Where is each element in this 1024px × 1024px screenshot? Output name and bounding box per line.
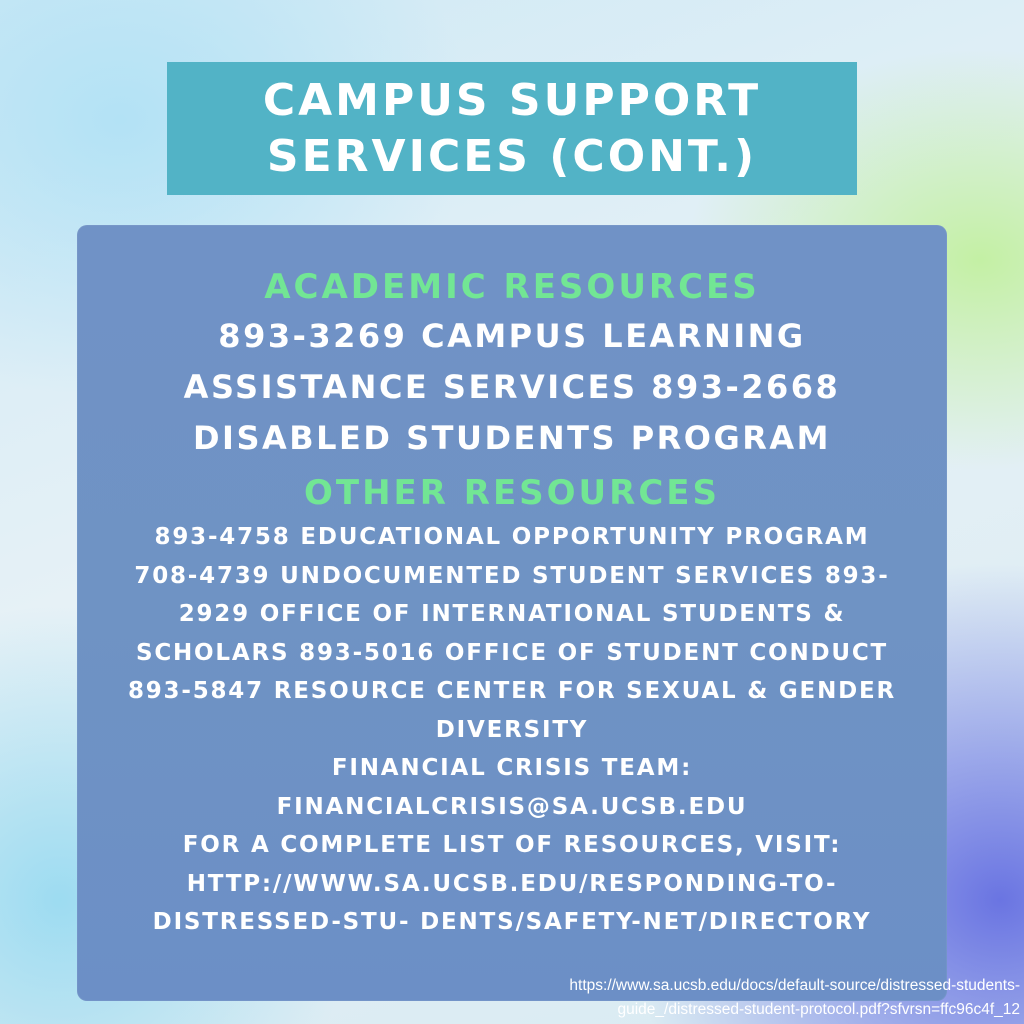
- source-url-line: https://www.sa.ucsb.edu/docs/default-source/distressed-students-: [569, 977, 1020, 994]
- other-line: 2929 OFFICE OF INTERNATIONAL STUDENTS &: [178, 601, 846, 627]
- page-title: [263, 73, 761, 185]
- source-citation: [360, 974, 1020, 1022]
- resources-card: [77, 225, 947, 1001]
- academic-line: 893-3269 CAMPUS LEARNING: [218, 317, 806, 355]
- title-line-1: CAMPUS SUPPORT: [262, 74, 762, 126]
- title-banner: [167, 62, 857, 195]
- academic-line: DISABLED STUDENTS PROGRAM: [192, 419, 831, 457]
- other-line: 708-4739 UNDOCUMENTED STUDENT SERVICES 893-: [134, 562, 890, 589]
- other-line: SCHOLARS 893-5016 OFFICE OF STUDENT CONDUCT: [135, 639, 889, 666]
- other-resources-heading: OTHER RESOURCES: [303, 473, 721, 513]
- academic-resources-heading: ACADEMIC RESOURCES: [264, 267, 760, 307]
- other-line: 893-5847 RESOURCE CENTER FOR SEXUAL & GENDER: [127, 678, 897, 704]
- other-resources-list: [77, 518, 947, 942]
- directory-url-line: HTTP://WWW.SA.UCSB.EDU/RESPONDING-TO-: [186, 870, 838, 897]
- academic-resources-list: [77, 311, 947, 464]
- academic-line: ASSISTANCE SERVICES 893-2668: [183, 368, 841, 406]
- title-line-2: SERVICES (CONT.): [266, 130, 758, 182]
- other-line: DIVERSITY: [435, 716, 589, 743]
- directory-url-line: DISTRESSED-STU- DENTS/SAFETY-NET/DIRECTORY: [152, 909, 872, 935]
- complete-list-label: FOR A COMPLETE LIST OF RESOURCES, VISIT:: [182, 832, 842, 858]
- financial-crisis-label: FINANCIAL CRISIS TEAM:: [331, 755, 693, 781]
- source-url-line: guide_/distressed-student-protocol.pdf?sfvrsn=ffc96c4f_12: [617, 1001, 1020, 1018]
- financial-crisis-email: FINANCIALCRISIS@SA.UCSB.EDU: [276, 793, 748, 820]
- other-line: 893-4758 EDUCATIONAL OPPORTUNITY PROGRAM: [154, 524, 870, 550]
